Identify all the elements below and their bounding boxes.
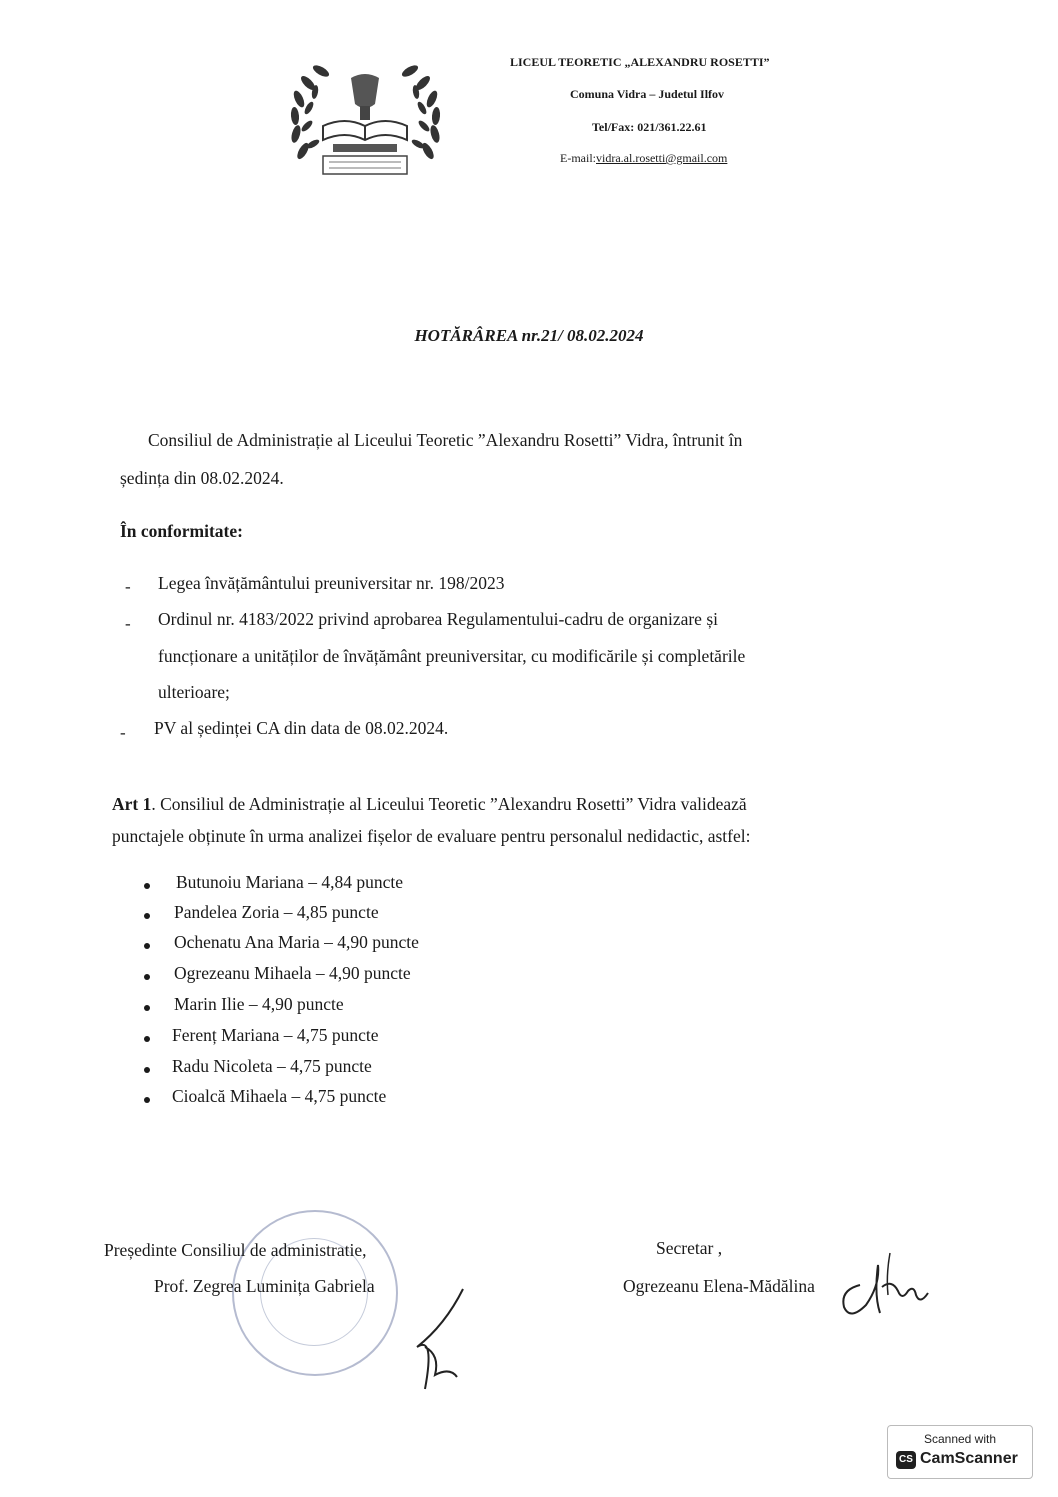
- article-text: . Consiliul de Administrație al Liceului Teoretic ”Alexandru Rosetti” Vidra validează: [151, 794, 747, 814]
- dash-3: -: [120, 723, 126, 742]
- camscanner-name: CamScanner: [920, 1450, 1018, 1467]
- score-item: Ogrezeanu Mihaela – 4,90 puncte: [174, 963, 411, 983]
- intro-line-2: ședința din 08.02.2024.: [120, 468, 284, 488]
- conformity-item-2-line-2: funcționare a unităților de învățământ preuniversitar, cu modificările și completările: [158, 646, 746, 666]
- secretary-signature: [830, 1245, 940, 1325]
- school-phone: Tel/Fax: 021/361.22.61: [592, 120, 707, 134]
- bullet: [144, 943, 150, 949]
- conformity-heading: În conformitate:: [120, 521, 243, 541]
- article-1-line-1: [112, 796, 747, 814]
- camscanner-top-text: Scanned with: [923, 1432, 997, 1446]
- school-name: LICEUL TEORETIC „ALEXANDRU ROSETTI”: [510, 55, 770, 69]
- conformity-item-1: Legea învățământului preuniversitar nr. 198/2023: [158, 573, 505, 593]
- intro-line-1: Consiliul de Administrație al Liceului Teoretic ”Alexandru Rosetti” Vidra, întrunit în: [148, 430, 743, 450]
- score-item: Cioalcă Mihaela – 4,75 puncte: [172, 1086, 387, 1106]
- conformity-item-3: PV al ședinței CA din data de 08.02.2024.: [154, 718, 449, 738]
- school-address: Comuna Vidra – Judetul Ilfov: [570, 87, 725, 101]
- document-title: HOTĂRÂREA nr.21/ 08.02.2024: [414, 326, 644, 345]
- score-item: Pandelea Zoria – 4,85 puncte: [174, 902, 379, 922]
- dash-1: -: [125, 577, 131, 596]
- secretary-title: Secretar ,: [656, 1238, 723, 1258]
- camscanner-badge: [887, 1425, 1033, 1479]
- bullet: [144, 1005, 150, 1011]
- email-link[interactable]: vidra.al.rosetti@gmail.com: [596, 151, 728, 165]
- secretary-name: Ogrezeanu Elena-Mădălina: [623, 1276, 815, 1296]
- school-logo: [283, 56, 448, 181]
- article-label: Art 1: [112, 794, 152, 814]
- score-item: Ochenatu Ana Maria – 4,90 puncte: [174, 932, 419, 952]
- score-item: Radu Nicoleta – 4,75 puncte: [172, 1056, 372, 1076]
- email-label: E-mail:: [560, 151, 596, 165]
- school-email-row: [560, 151, 727, 166]
- bullet: [144, 883, 150, 889]
- bullet: [144, 913, 150, 919]
- score-item: Butunoiu Mariana – 4,84 puncte: [176, 872, 403, 892]
- article-1-line-2: punctajele obținute în urma analizei fișelor de evaluare pentru personalul nedidactic, astfel:: [112, 826, 751, 846]
- conformity-item-2-line-3: ulterioare;: [158, 682, 230, 702]
- bullet: [144, 974, 150, 980]
- score-item: Ferenț Mariana – 4,75 puncte: [172, 1025, 379, 1045]
- dash-2: -: [125, 614, 131, 633]
- camscanner-logo-icon: CS: [896, 1451, 916, 1469]
- president-name: Prof. Zegrea Luminița Gabriela: [154, 1276, 375, 1296]
- bullet: [144, 1067, 150, 1073]
- conformity-item-2-line-1: Ordinul nr. 4183/2022 privind aprobarea Regulamentului-cadru de organizare și: [158, 609, 718, 629]
- president-signature: [395, 1285, 475, 1395]
- score-item: Marin Ilie – 4,90 puncte: [174, 994, 344, 1014]
- bullet: [144, 1036, 150, 1042]
- president-title: Președinte Consiliul de administratie,: [104, 1240, 367, 1260]
- bullet: [144, 1097, 150, 1103]
